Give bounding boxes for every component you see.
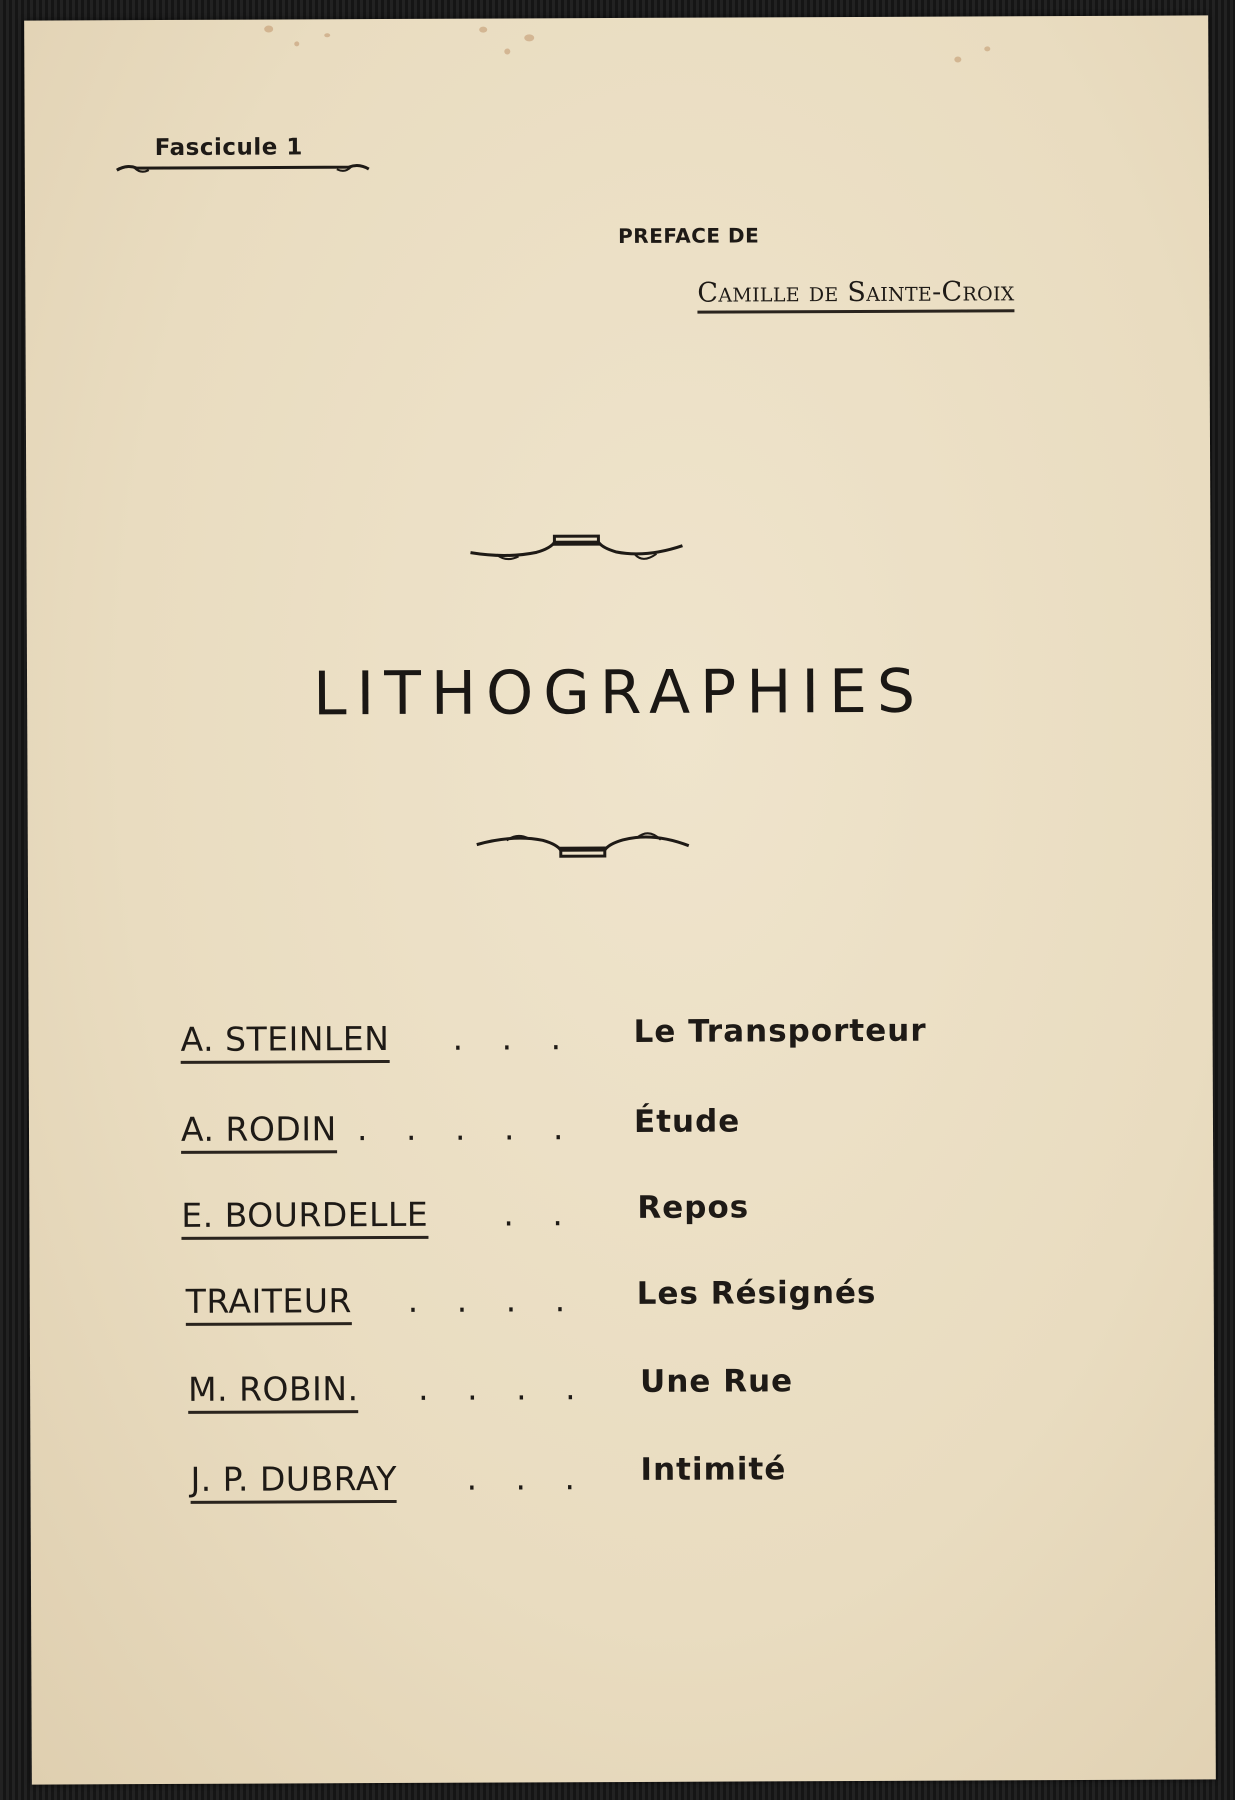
leader-dots: . . . . <box>407 1280 580 1320</box>
artist-name: J. P. DUBRAY <box>190 1459 397 1504</box>
title-page <box>24 15 1216 1784</box>
bottom-ornament-icon <box>473 826 693 867</box>
leader-dots: . . . <box>452 1018 576 1058</box>
top-ornament-icon <box>466 528 686 569</box>
work-title: Intimité <box>640 1451 787 1488</box>
foxing-stain <box>264 26 273 33</box>
artist-name: A. RODIN <box>181 1109 337 1154</box>
work-title: Une Rue <box>640 1363 794 1400</box>
page-title: LITHOGRAPHIES <box>312 656 926 730</box>
fascicule-underline-flourish <box>113 157 373 178</box>
leader-dots: . . <box>503 1194 577 1234</box>
foxing-stain <box>504 48 510 54</box>
work-title: Étude <box>633 1103 741 1140</box>
preface-label: PREFACE DE <box>618 223 760 249</box>
work-title: Le Transporteur <box>633 1012 927 1050</box>
foxing-stain <box>524 34 534 41</box>
work-title: Repos <box>637 1189 750 1226</box>
artist-name: TRAITEUR <box>186 1281 352 1326</box>
leader-dots: . . . <box>466 1458 590 1498</box>
leader-dots: . . . . . <box>356 1108 578 1149</box>
artist-name: A. STEINLEN <box>181 1019 390 1064</box>
foxing-stain <box>984 46 990 51</box>
work-title: Les Résignés <box>636 1274 877 1312</box>
preface-author: Camille de Sainte-Croix <box>697 276 1014 313</box>
leader-dots: . . . . <box>418 1368 590 1408</box>
foxing-stain <box>324 33 330 37</box>
foxing-stain <box>479 27 487 33</box>
foxing-stain <box>954 57 961 63</box>
foxing-stain <box>294 41 299 46</box>
artist-name: M. ROBIN. <box>188 1369 359 1414</box>
artist-name: E. BOURDELLE <box>181 1195 428 1240</box>
fascicule-label: Fascicule 1 <box>154 134 303 162</box>
